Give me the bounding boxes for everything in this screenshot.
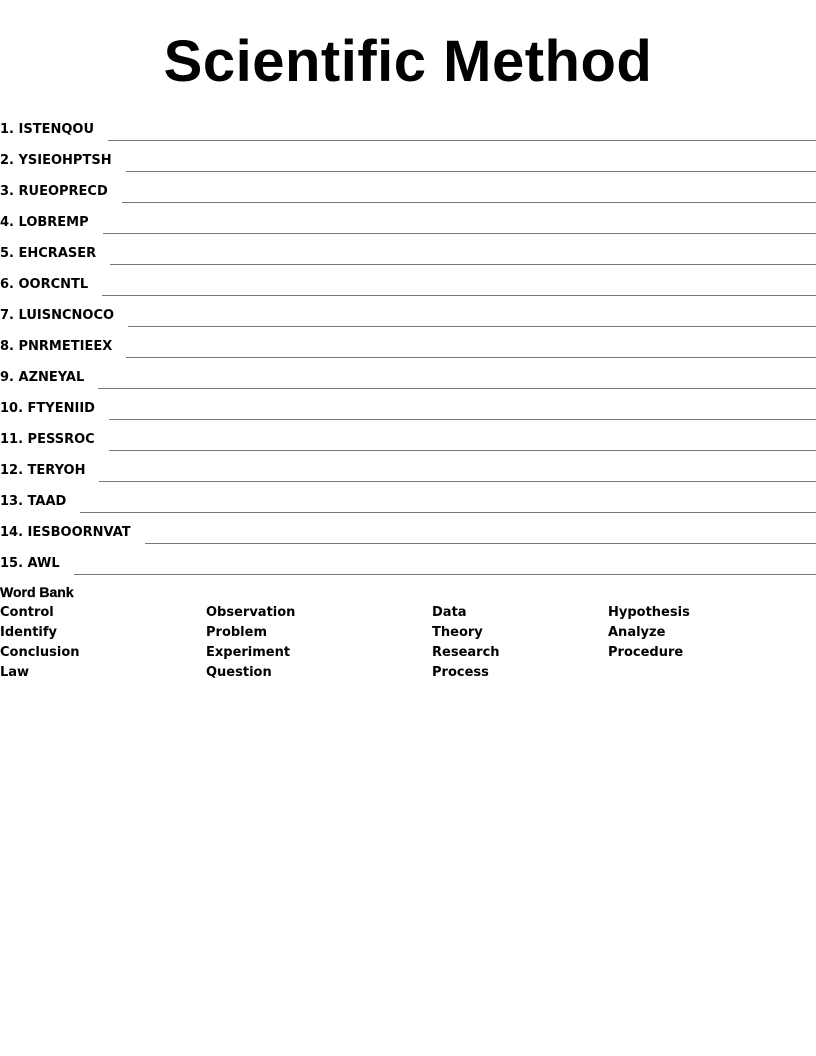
question-row: [0, 235, 816, 266]
question-row: [0, 514, 816, 545]
answer-line[interactable]: [126, 170, 816, 172]
answer-line[interactable]: [108, 139, 816, 141]
question-row: [0, 359, 816, 390]
word-bank-word: Process: [432, 665, 489, 680]
question-label: 8. PNRMETIEEX: [0, 339, 113, 354]
question-label: 10. FTYENIID: [0, 401, 95, 416]
page-title: Scientific Method: [163, 29, 653, 94]
question-list: [0, 111, 816, 576]
question-row: [0, 421, 816, 452]
question-label: 11. PESSROC: [0, 432, 95, 447]
answer-line[interactable]: [102, 294, 816, 296]
question-row: [0, 142, 816, 173]
question-label: 5. EHCRASER: [0, 246, 97, 261]
answer-line[interactable]: [99, 480, 816, 482]
word-bank-word: Experiment: [206, 645, 291, 660]
question-label: 12. TERYOH: [0, 463, 86, 478]
question-label: 14. IESBOORNVAT: [0, 525, 131, 540]
question-row: [0, 390, 816, 421]
word-bank-word: Conclusion: [0, 645, 80, 660]
question-row: [0, 111, 816, 142]
word-bank-word: Analyze: [608, 625, 666, 640]
word-bank-word: Research: [432, 645, 500, 660]
word-bank-word: Data: [432, 605, 467, 620]
question-row: [0, 545, 816, 576]
answer-line[interactable]: [145, 542, 816, 544]
question-row: [0, 297, 816, 328]
word-bank-word: Identify: [0, 625, 58, 640]
question-label: 13. TAAD: [0, 494, 67, 509]
word-bank-word: Procedure: [608, 645, 684, 660]
question-label: 3. RUEOPRECD: [0, 184, 108, 199]
word-bank-word: Hypothesis: [608, 605, 690, 620]
question-label: 9. AZNEYAL: [0, 370, 85, 385]
answer-line[interactable]: [109, 418, 816, 420]
word-bank-word: Observation: [206, 605, 296, 620]
answer-line[interactable]: [109, 449, 816, 451]
word-bank-word: Control: [0, 605, 54, 620]
question-label: 7. LUISNCNOCO: [0, 308, 115, 323]
word-bank-grid: [0, 603, 816, 683]
question-label: 2. YSIEOHPTSH: [0, 153, 112, 168]
word-bank-heading: Word Bank: [0, 584, 74, 600]
question-row: [0, 266, 816, 297]
word-bank-word: Problem: [206, 625, 267, 640]
answer-line[interactable]: [98, 387, 816, 389]
question-label: 4. LOBREMP: [0, 215, 89, 230]
question-row: [0, 328, 816, 359]
question-label: 15. AWL: [0, 556, 60, 571]
question-label: 6. OORCNTL: [0, 277, 89, 292]
question-row: [0, 204, 816, 235]
question-label: 1. ISTENQOU: [0, 122, 94, 137]
answer-line[interactable]: [128, 325, 816, 327]
question-row: [0, 452, 816, 483]
answer-line[interactable]: [74, 573, 816, 575]
answer-line[interactable]: [126, 356, 816, 358]
answer-line[interactable]: [122, 201, 816, 203]
answer-line[interactable]: [110, 263, 816, 265]
word-bank: [0, 583, 816, 683]
word-bank-word: Law: [0, 665, 30, 680]
word-bank-word: Question: [206, 665, 272, 680]
answer-line[interactable]: [80, 511, 816, 513]
question-row: [0, 483, 816, 514]
question-row: [0, 173, 816, 204]
word-bank-word: Theory: [432, 625, 483, 640]
answer-line[interactable]: [103, 232, 816, 234]
